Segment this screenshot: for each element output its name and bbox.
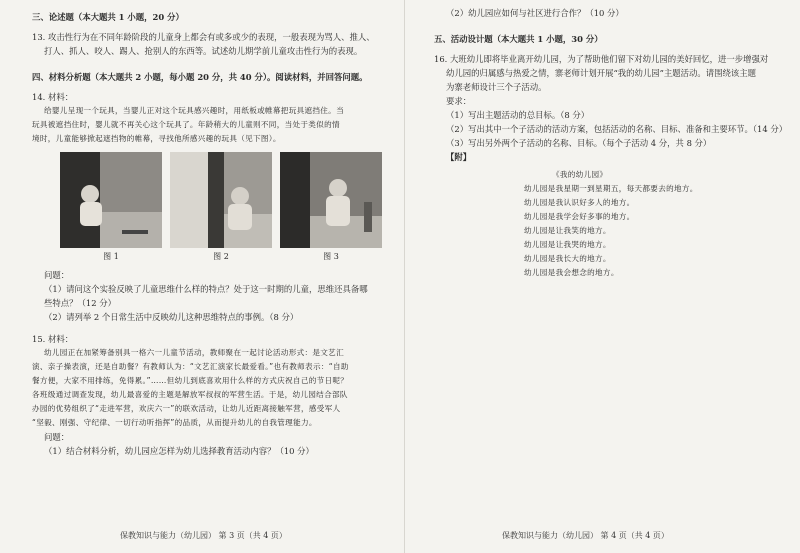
photo-3	[280, 152, 382, 248]
requirements-label: 要求：	[446, 96, 472, 106]
poem-line: 幼儿园是我星期一到星期五，每天都要去的地方。	[524, 184, 698, 193]
q15-sub-2: （2）幼儿园应如何与社区进行合作？（10 分）	[446, 8, 624, 18]
q14-sub-1-cont: 些特点？（12 分）	[44, 298, 116, 308]
q15-heading: 15. 材料：	[32, 334, 74, 344]
photo-2	[170, 152, 272, 248]
requirement-3: （3）写出另外两个子活动的名称、目标。（每个子活动 4 分，共 8 分）	[446, 138, 712, 148]
poem-line: 幼儿园是让我笑的地方。	[524, 226, 611, 235]
page-4-footer: 保教知识与能力（幼儿园） 第 4 页（共 4 页）	[502, 531, 669, 540]
q15-material-4: 各班级通过调查发现，幼儿最喜爱的主题是解放军叔叔的军营生活。于是，幼儿园结合部队	[32, 390, 348, 399]
q15-question-label: 问题：	[44, 432, 70, 442]
poem-line: 幼儿园是我学会好多事的地方。	[524, 212, 635, 221]
q16-line-3: 为寨老师设计三个子活动。	[446, 82, 547, 92]
requirement-2: （2）写出其中一个子活动的活动方案，包括活动的名称、目标、准备和主要环节。（14 分）	[446, 124, 788, 134]
q15-sub-1: （1）结合材料分析，幼儿园应怎样为幼儿选择教育活动内容？（10 分）	[44, 446, 314, 456]
caption-1: 图 1	[103, 252, 119, 261]
poem-title: 《我的幼儿园》	[552, 170, 608, 179]
q15-material-2: 演、亲子操表演，还是自助餐？有教师认为：“文艺汇演家长最爱看。”也有教师表示：“自助	[32, 362, 349, 371]
page-3-footer: 保教知识与能力（幼儿园） 第 3 页（共 4 页）	[120, 531, 287, 540]
q15-material-3: 餐方便，大家不用排练，免得累。”……但幼儿到底喜欢用什么样的方式庆祝自己的节日呢？	[32, 376, 349, 385]
q15-material-5: 办园的优势组织了“走进军营，欢庆六一”的联欢活动，让幼儿近距离接触军营，感受军人	[32, 404, 341, 413]
requirement-1: （1）写出主题活动的总目标。（8 分）	[446, 110, 590, 120]
poem	[434, 168, 786, 280]
q13-line-1: 13. 攻击性行为在不同年龄阶段的儿童身上都会有或多或少的表现，一般表现为骂人、推人、	[32, 32, 375, 42]
appendix-label: 【附】	[446, 152, 472, 162]
q16-line-2: 幼儿园的归属感与热爱之情，寨老师计划开展“我的幼儿园”主题活动。请围绕该主题	[446, 68, 757, 78]
q14-material-3: 境时，儿童能够掀起遮挡物的帷幕，寻找他所感兴趣的玩具（见下图）。	[32, 134, 281, 143]
q14-heading: 14. 材料：	[32, 92, 74, 102]
q14-sub-2: （2）请列举 2 个日常生活中反映幼儿这种思维特点的事例。（8 分）	[44, 312, 299, 322]
section-4-title: 四、材料分析题（本大题共 2 小题，每小题 20 分，共 40 分）。阅读材料，并回答问题。	[32, 72, 368, 82]
caption-3: 图 3	[323, 252, 339, 261]
section-3-title: 三、论述题（本大题共 1 小题，20 分）	[32, 12, 184, 22]
photo-1	[60, 152, 162, 248]
q13-line-2: 打人、抓人、咬人、踢人、抢别人的东西等。试述幼儿期学前儿童攻击性行为的表现。	[44, 46, 363, 56]
experiment-photos	[60, 152, 386, 248]
poem-line: 幼儿园是我长大的地方。	[524, 254, 611, 263]
q16-line-1: 16. 大班幼儿即将毕业离开幼儿园，为了帮助他们留下对幼儿园的美好回忆，进一步增强对	[434, 54, 769, 64]
q15-material-6: “坚毅、刚强、守纪律、一切行动听指挥”的品质，从而提升幼儿的自我管理能力。	[32, 418, 317, 427]
q14-sub-1: （1）请问这个实验反映了儿童思维什么样的特点？处于这一时期的儿童，思维还具备哪	[44, 284, 368, 294]
photo-captions	[60, 250, 386, 264]
page-divider	[404, 0, 405, 553]
poem-line: 幼儿园是我认识好多人的地方。	[524, 198, 635, 207]
page-4	[412, 0, 800, 553]
poem-line: 幼儿园是我会想念的地方。	[524, 268, 619, 277]
poem-line: 幼儿园是让我哭的地方。	[524, 240, 611, 249]
q14-material-2: 玩具被遮挡住时，婴儿就不再关心这个玩具了。年龄稍大的儿童则不同，当处于类似的情	[32, 120, 340, 129]
caption-2: 图 2	[213, 252, 229, 261]
q14-material-1: 给婴儿呈现一个玩具，当婴儿正对这个玩具感兴趣时，用纸板或帷幕把玩具遮挡住。当	[44, 106, 344, 115]
q15-material-1: 幼儿园正在加紧筹备别具一格六一儿童节活动，教师聚在一起讨论活动形式：是文艺汇	[44, 348, 344, 357]
q14-question-label: 问题：	[44, 270, 70, 280]
section-5-title: 五、活动设计题（本大题共 1 小题，30 分）	[434, 34, 603, 44]
